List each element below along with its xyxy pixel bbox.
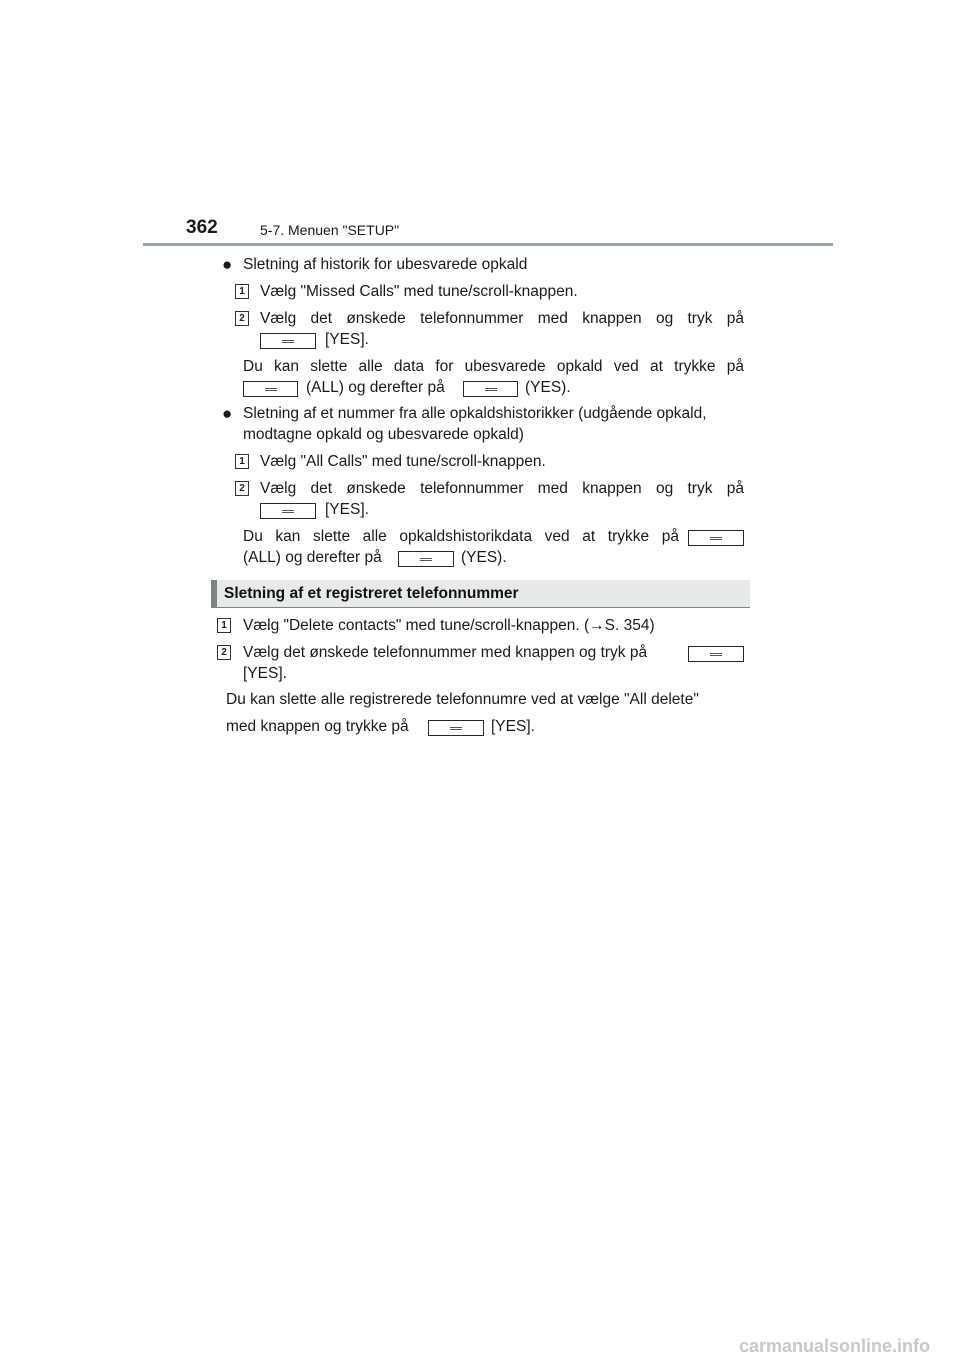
registered-step-1-text: Vælg "Delete contacts" med tune/scroll-knappen. (→S. 354) [243, 617, 655, 634]
yes-key-icon [260, 503, 316, 519]
all-calls-step-1-text: Vælg "All Calls" med tune/scroll-knappen. [260, 453, 546, 470]
all-calls-note-line-1: Du kan slette alle opkaldshistorikdata ved at trykke på [243, 528, 679, 545]
missed-note-yes: (YES). [525, 379, 571, 396]
all-calls-note-all: (ALL) og derefter på [243, 549, 382, 566]
missed-note-all: (ALL) og derefter på [306, 379, 445, 396]
step-1-icon: 1 [217, 618, 231, 633]
bullet-icon: ● [222, 404, 233, 423]
step-1-icon: 1 [235, 284, 249, 299]
section-heading: Sletning af et registreret telefonnummer [224, 585, 519, 602]
step-2-icon: 2 [235, 311, 249, 326]
all-key-icon [688, 530, 744, 546]
missed-calls-title: Sletning af historik for ubesvarede opkald [243, 256, 528, 273]
all-calls-title-line-1: Sletning af et nummer fra alle opkaldshistorikker (udgående opkald, [243, 405, 707, 422]
all-key-icon [243, 381, 298, 397]
yes-key-icon [428, 720, 484, 736]
missed-note-line-1: Du kan slette alle data for ubesvarede opkald ved at trykke på [243, 358, 744, 375]
missed-step-1-text: Vælg "Missed Calls" med tune/scroll-knappen. [260, 283, 578, 300]
watermark-text: carmanualsonline.info [739, 1336, 931, 1356]
bullet-icon: ● [222, 255, 233, 274]
section-heading-rule [211, 607, 750, 608]
missed-step-2-text: Vælg det ønskede telefonnummer med knappen og tryk på [260, 310, 744, 327]
page-number: 362 [186, 217, 218, 238]
header-divider [143, 243, 833, 246]
section-title: 5-7. Menuen "SETUP" [260, 222, 400, 238]
registered-note-yes: [YES]. [491, 718, 535, 735]
yes-key-icon [688, 646, 744, 662]
all-calls-step-2-text: Vælg det ønskede telefonnummer med knappen og tryk på [260, 480, 744, 497]
step-2-icon: 2 [217, 645, 231, 660]
all-calls-step-2-after: [YES]. [325, 501, 369, 518]
yes-key-icon [463, 381, 518, 397]
registered-step-2-after: [YES]. [243, 665, 287, 682]
yes-key-icon [398, 551, 454, 567]
yes-key-icon [260, 333, 316, 349]
registered-step-2-text: Vælg det ønskede telefonnummer med knappen og tryk på [243, 644, 648, 661]
section-heading-accent [211, 580, 217, 607]
step-1-icon: 1 [235, 454, 249, 469]
registered-note-line-2: med knappen og trykke på [226, 718, 409, 735]
registered-note-line-1: Du kan slette alle registrerede telefonnumre ved at vælge "All delete" [226, 691, 699, 708]
all-calls-title-line-2: modtagne opkald og ubesvarede opkald) [243, 426, 524, 443]
step-2-icon: 2 [235, 481, 249, 496]
all-calls-note-yes: (YES). [461, 549, 507, 566]
missed-step-2-after: [YES]. [325, 331, 369, 348]
